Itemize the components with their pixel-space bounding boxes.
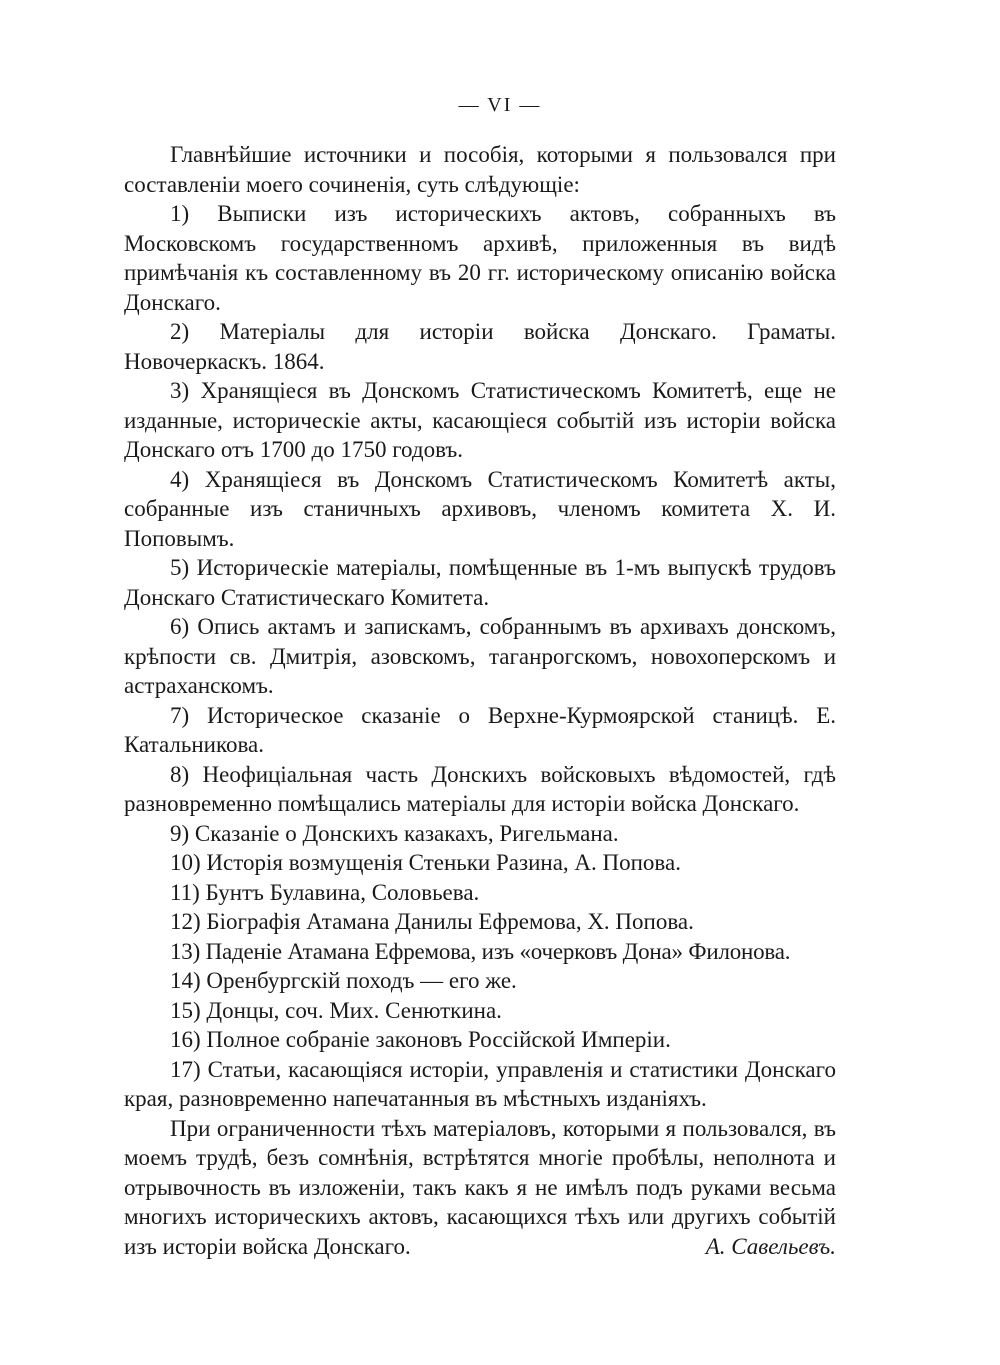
closing-paragraph [124, 1114, 836, 1262]
source-item-4: 4) Хранящіеся въ Донскомъ Статистическомъ Комитетѣ акты, собранные изъ станичныхъ архивовъ, членомъ комитета Х. И. Поповымъ. [124, 466, 836, 551]
source-item-14: 14) Оренбургскій походъ — его же. [170, 968, 517, 993]
source-item-10: 10) Исторія возмущенія Стеньки Разина, А. Попова. [170, 850, 681, 875]
source-item-9: 9) Сказаніе о Донскихъ казакахъ, Ригельмана. [170, 820, 619, 846]
source-item-5: 5) Историческіе матеріалы, помѣщенные въ 1-мъ выпускѣ трудовъ Донскаго Статистическаго Комитета. [124, 555, 836, 610]
source-item-17: 17) Статьи, касающіяся исторіи, управленія и статистики Донскаго края, разновременно напечатанныя въ мѣстныхъ изданіяхъ. [124, 1056, 836, 1111]
source-item-1: 1) Выписки изъ историческихъ актовъ, собранныхъ въ Московскомъ государственномъ архивѣ, приложенныя въ видѣ примѣчанія къ составленному въ 20 гг. историческому описанію войска Донскаго. [124, 201, 836, 315]
closing-text: При ограниченности тѣхъ матеріаловъ, которыми я пользовался, въ моемъ трудѣ, безъ сомнѣнія, встрѣтятся многіе пробѣлы, неполнота и отрывочность въ изложеніи, такъ какъ я не имѣлъ подъ руками весьма многихъ историческихъ актовъ, касающихся тѣхъ или другихъ событій изъ исторіи войска Донскаго. [124, 1115, 836, 1259]
source-item-13: 13) Паденіе Атамана Ефремова, изъ «очерковъ Дона» Филонова. [170, 938, 791, 964]
source-item-15: 15) Донцы, соч. Мих. Сенюткина. [170, 997, 502, 1023]
source-item-8: 8) Неофиціальная часть Донскихъ войсковыхъ вѣдомостей, гдѣ разновременно помѣщались матеріалы для исторіи войска Донскаго. [124, 761, 836, 816]
source-item-2: 2) Матеріалы для исторіи войска Донскаго. Граматы. Новочеркаскъ. 1864. [124, 319, 836, 374]
source-item-12: 12) Біографія Атамана Данилы Ефремова, Х. Попова. [170, 909, 694, 934]
intro-paragraph: Главнѣйшие источники и пособія, которыми я пользовался при составленіи моего сочиненія, суть слѣдующіе: [124, 142, 836, 197]
sources-list [124, 199, 836, 1114]
author-signature: А. Савельевъ. [705, 1233, 836, 1259]
page-number: — VI — [458, 94, 542, 116]
source-item-16: 16) Полное собраніе законовъ Россійской Имперіи. [170, 1027, 671, 1052]
body-text [124, 140, 836, 1261]
source-item-3: 3) Хранящіеся въ Донскомъ Статистическомъ Комитетѣ, еще не изданные, историческіе акты, касающіеся событій изъ исторіи войска Донскаго отъ 1700 до 1750 годовъ. [124, 378, 836, 462]
source-item-7: 7) Историческое сказаніе о Верхне-Курмоярской станицѣ. Е. Катальникова. [124, 702, 836, 757]
source-item-11: 11) Бунтъ Булавина, Соловьева. [170, 879, 480, 905]
source-item-6: 6) Опись актамъ и запискамъ, собраннымъ въ архивахъ донскомъ, крѣпости св. Дмитрія, азовскомъ, таганрогскомъ, новохоперскомъ и астраханскомъ. [124, 614, 836, 698]
